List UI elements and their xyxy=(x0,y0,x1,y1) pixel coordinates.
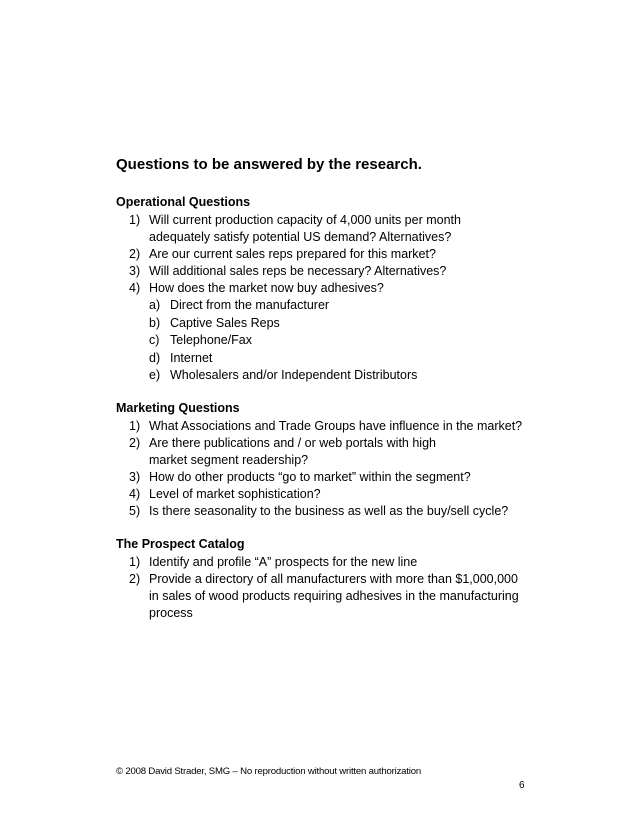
sub-list-item xyxy=(149,350,468,368)
item-text: Is there seasonality to the business as well as the buy/sell cycle? xyxy=(149,504,509,518)
copyright-footer: © 2008 David Strader, SMG – No reproduction without written authorization xyxy=(116,766,421,777)
item-text: Are there publications and / or web portals with high market segment readership? xyxy=(149,436,436,467)
item-text: Will additional sales reps be necessary? Alternatives? xyxy=(149,264,447,278)
question-list xyxy=(116,554,526,622)
list-item xyxy=(116,571,526,622)
list-item xyxy=(116,469,526,486)
sub-list xyxy=(149,297,468,385)
sub-list-item xyxy=(149,297,468,315)
item-number: 1) xyxy=(129,419,141,433)
item-text: What Associations and Trade Groups have influence in the market? xyxy=(149,419,523,433)
sub-item-text: Direct from the manufacturer xyxy=(170,298,330,312)
page-number: 6 xyxy=(519,780,525,791)
item-number: 2) xyxy=(129,436,141,450)
sub-item-text: Captive Sales Reps xyxy=(170,315,280,330)
list-item xyxy=(116,486,526,503)
item-text: How does the market now buy adhesives? xyxy=(149,281,384,295)
section-heading: The Prospect Catalog xyxy=(116,537,245,551)
question-list xyxy=(116,212,468,385)
item-number: 5) xyxy=(129,504,141,518)
sub-item-letter: e) xyxy=(149,368,161,382)
sub-list-item xyxy=(149,367,468,385)
section-heading: Operational Questions xyxy=(116,195,251,209)
list-item xyxy=(116,280,468,385)
item-number: 1) xyxy=(129,555,141,569)
item-number: 3) xyxy=(129,264,141,278)
item-text: Will current production capacity of 4,000 units per month adequately satisfy potential US demand? Alternatives? xyxy=(149,213,461,244)
section-heading: Marketing Questions xyxy=(116,401,240,415)
section-prospect-catalog xyxy=(116,537,526,622)
list-item xyxy=(116,263,468,280)
list-item xyxy=(116,554,526,571)
section-marketing-questions xyxy=(116,401,526,520)
list-item xyxy=(116,435,526,469)
item-number: 2) xyxy=(129,247,141,261)
sub-item-text: Wholesalers and/or Independent Distributors xyxy=(170,368,418,382)
list-item xyxy=(116,503,526,520)
page-title: Questions to be answered by the research. xyxy=(116,156,422,173)
sub-item-letter: c) xyxy=(149,333,160,347)
item-text: Are our current sales reps prepared for this market? xyxy=(149,247,436,261)
list-item xyxy=(116,418,526,435)
item-text: Provide a directory of all manufacturers with more than $1,000,000 in sales of wood products requiring adhesives in the manufacturing process xyxy=(149,572,519,620)
item-number: 2) xyxy=(129,572,141,586)
sub-item-letter: a) xyxy=(149,298,161,312)
list-item xyxy=(116,212,468,246)
sub-list-item xyxy=(149,315,468,333)
item-number: 4) xyxy=(129,487,141,501)
item-text: Identify and profile “A” prospects for the new line xyxy=(149,555,418,569)
item-text: Level of market sophistication? xyxy=(149,487,321,501)
sub-list-item xyxy=(149,332,468,350)
sub-item-letter: d) xyxy=(149,350,161,365)
sub-item-text: Telephone/Fax xyxy=(170,333,253,347)
item-number: 1) xyxy=(129,213,141,227)
item-number: 3) xyxy=(129,470,141,484)
item-text: How do other products “go to market” within the segment? xyxy=(149,470,471,484)
sub-item-text: Internet xyxy=(170,350,213,365)
item-number: 4) xyxy=(129,281,141,295)
question-list xyxy=(116,418,526,520)
sub-item-letter: b) xyxy=(149,315,161,330)
list-item xyxy=(116,246,468,263)
section-operational-questions xyxy=(116,195,468,385)
